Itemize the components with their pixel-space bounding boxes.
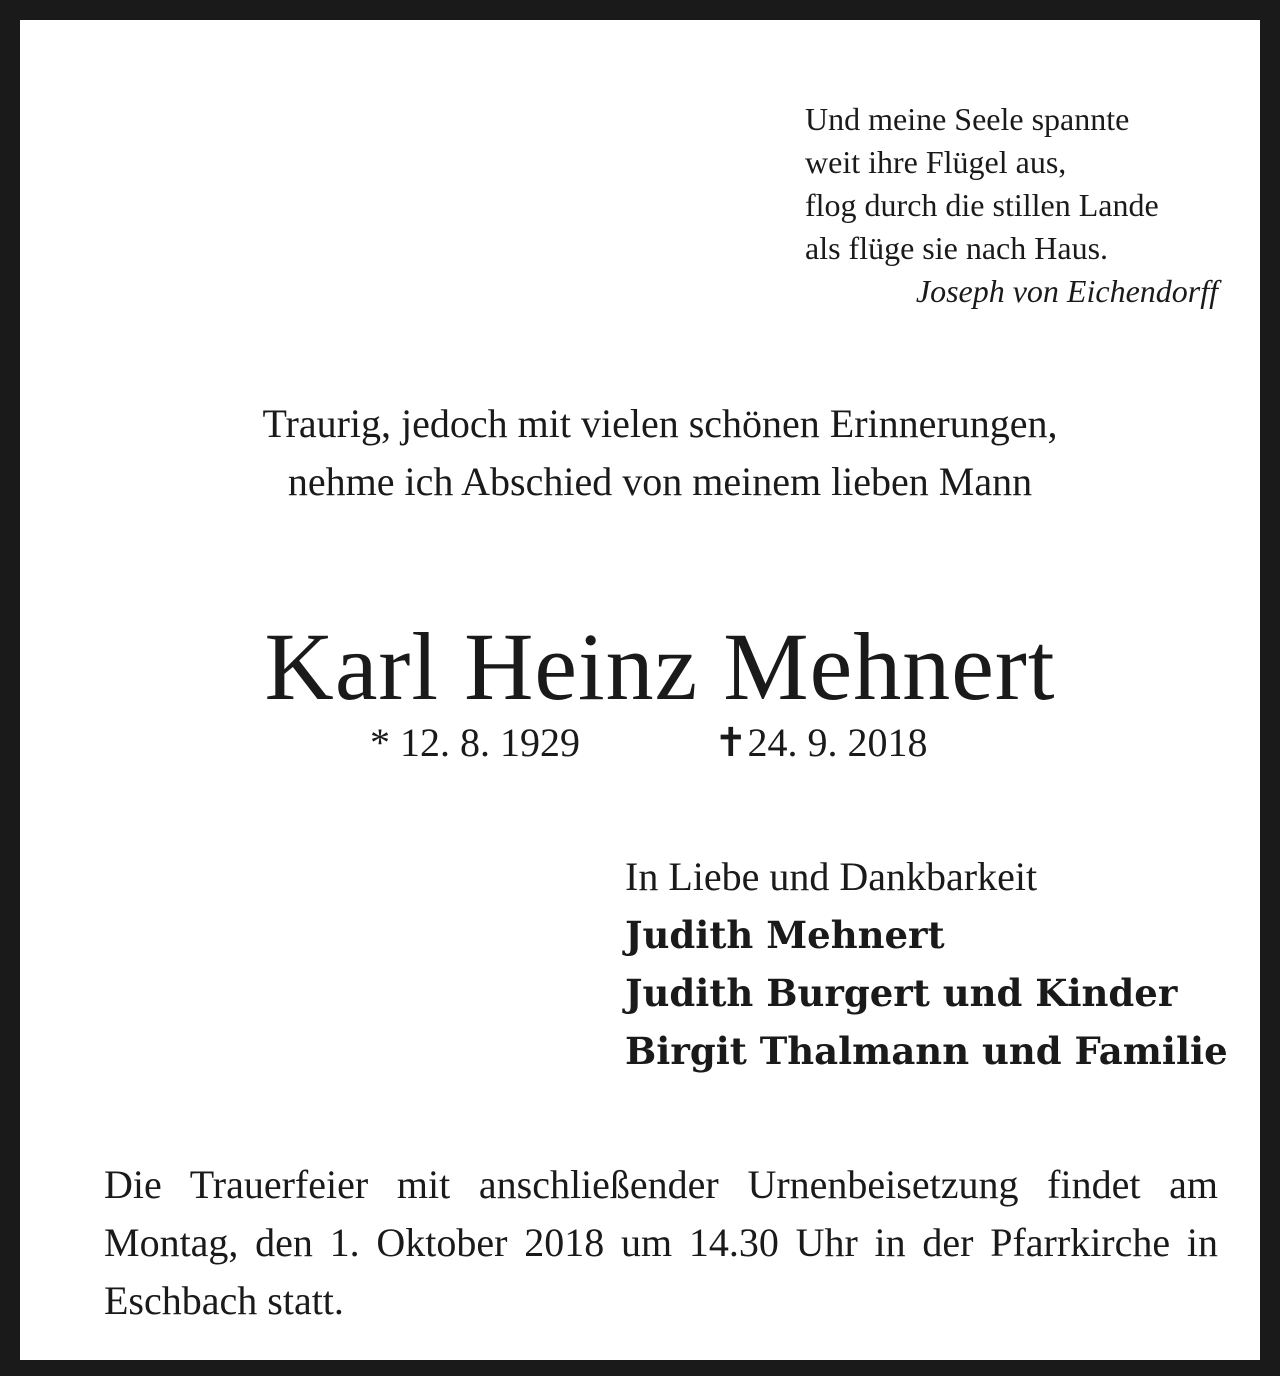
poem-line: Und meine Seele spannte	[805, 101, 1130, 137]
closing-phrase: In Liebe und Dankbarkeit	[625, 854, 1038, 899]
deceased-name: Karl Heinz Mehnert	[264, 613, 1056, 720]
intro-line: nehme ich Abschied von meinem lieben Mann	[287, 459, 1033, 504]
mourner-name: Judith Mehnert	[625, 913, 945, 957]
poem-line: weit ihre Flügel aus,	[805, 144, 1067, 180]
funeral-notice: Die Trauerfeier mit anschließender Urnenbeisetzung findet am Montag, den 1. Oktober 2018 um 14.30 Uhr in der Pfarrkirche in Eschbach statt.	[104, 1162, 1218, 1323]
poem-line: als flüge sie nach Haus.	[805, 230, 1109, 266]
poem-quote	[805, 98, 1218, 313]
poem-line: flog durch die stillen Lande	[805, 187, 1159, 223]
intro-text	[20, 395, 1280, 511]
death-date: ✝24. 9. 2018	[714, 720, 928, 765]
mourners-block	[625, 848, 1228, 1080]
birth-date: * 12. 8. 1929	[370, 720, 580, 765]
poem-author: Joseph von Eichendorff	[915, 273, 1218, 309]
mourner-name: Birgit Thalmann und Familie	[625, 1029, 1228, 1073]
intro-line: Traurig, jedoch mit vielen schönen Erinnerungen,	[262, 401, 1058, 446]
mourner-name: Judith Burgert und Kinder	[625, 971, 1178, 1015]
